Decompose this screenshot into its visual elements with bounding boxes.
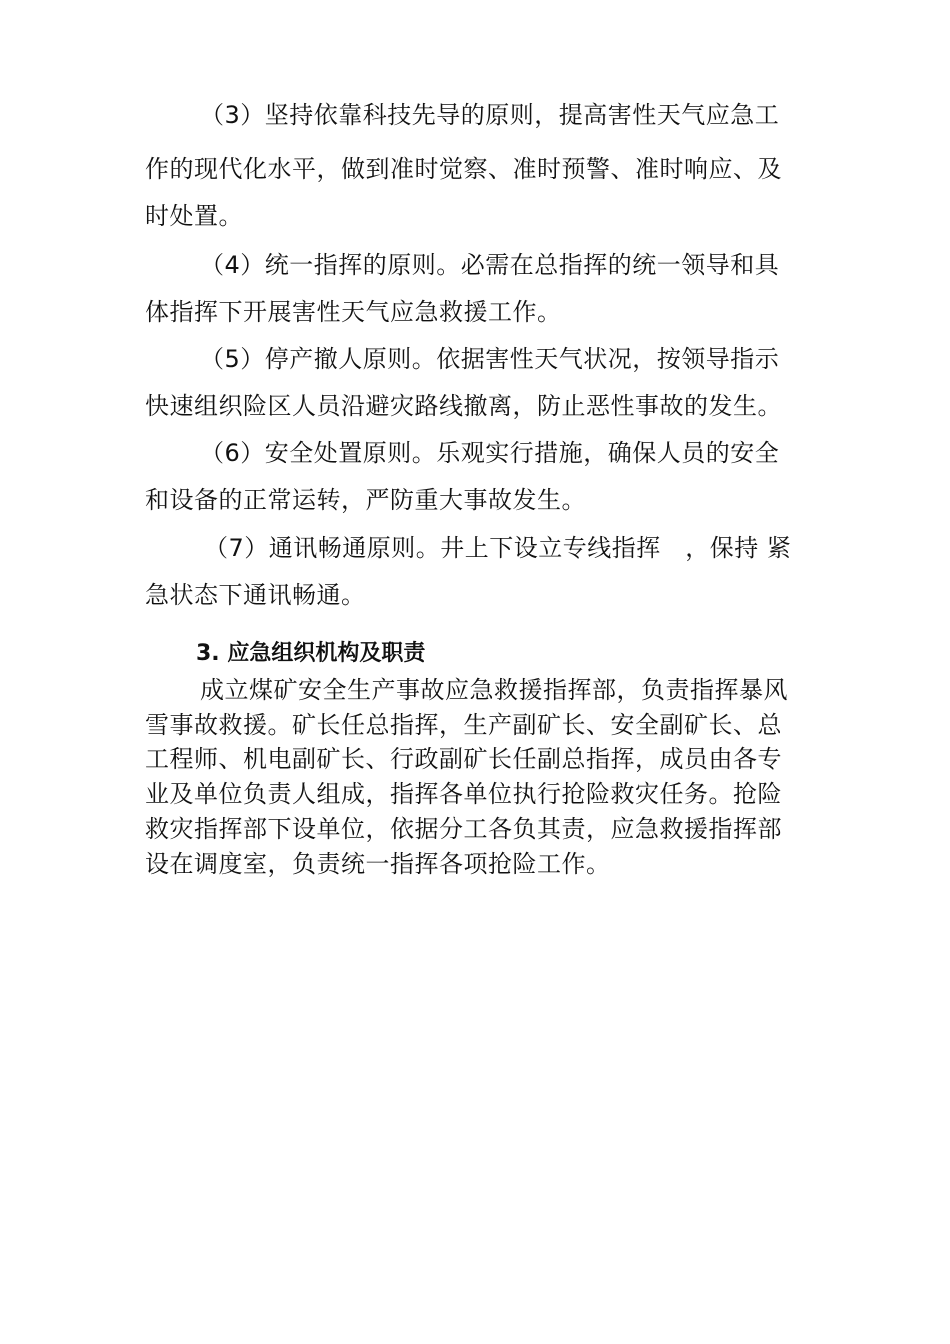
principle-5-line-2: 快速组织险区人员沿避灾路线撤离，防止恶性事故的发生。 — [145, 392, 782, 420]
section-paragraph-line-3: 工程师、机电副矿长、行政副矿长任副总指挥，成员由各专 — [145, 745, 782, 773]
principle-3-line-2: 作的现代化水平，做到准时觉察、准时预警、准时响应、及 — [145, 155, 782, 183]
principle-4-line-2: 体指挥下开展害性天气应急救援工作。 — [145, 298, 562, 326]
principle-7-line-1: （7）通讯畅通原则。井上下设立专线指挥 ，保持 紧 — [204, 534, 792, 562]
principle-6-line-1: （6）安全处置原则。乐观实行措施，确保人员的安全 — [200, 439, 780, 467]
section-paragraph-line-5: 救灾指挥部下设单位，依据分工各负其责，应急救援指挥部 — [145, 815, 782, 843]
principle-5-line-1: （5）停产撤人原则。依据害性天气状况，按领导指示 — [200, 345, 780, 373]
principle-4-line-1: （4）统一指挥的原则。必需在总指挥的统一领导和具 — [200, 251, 780, 279]
principle-3-line-3: 时处置。 — [145, 202, 243, 230]
principle-3-line-1: （3）坚持依靠科技先导的原则，提高害性天气应急工 — [200, 101, 780, 129]
section-paragraph-line-1: 成立煤矿安全生产事故应急救援指挥部，负责指挥暴风 — [200, 676, 788, 704]
section-heading: 3. 应急组织机构及职责 — [196, 641, 426, 666]
principle-7-line-2: 急状态下通讯畅通。 — [145, 581, 366, 609]
section-paragraph-line-6: 设在调度室，负责统一指挥各项抢险工作。 — [145, 850, 611, 878]
section-paragraph-line-4: 业及单位负责人组成，指挥各单位执行抢险救灾任务。抢险 — [145, 780, 782, 808]
principle-6-line-2: 和设备的正常运转，严防重大事故发生。 — [145, 486, 586, 514]
section-paragraph-line-2: 雪事故救援。矿长任总指挥，生产副矿长、安全副矿长、总 — [145, 711, 782, 739]
